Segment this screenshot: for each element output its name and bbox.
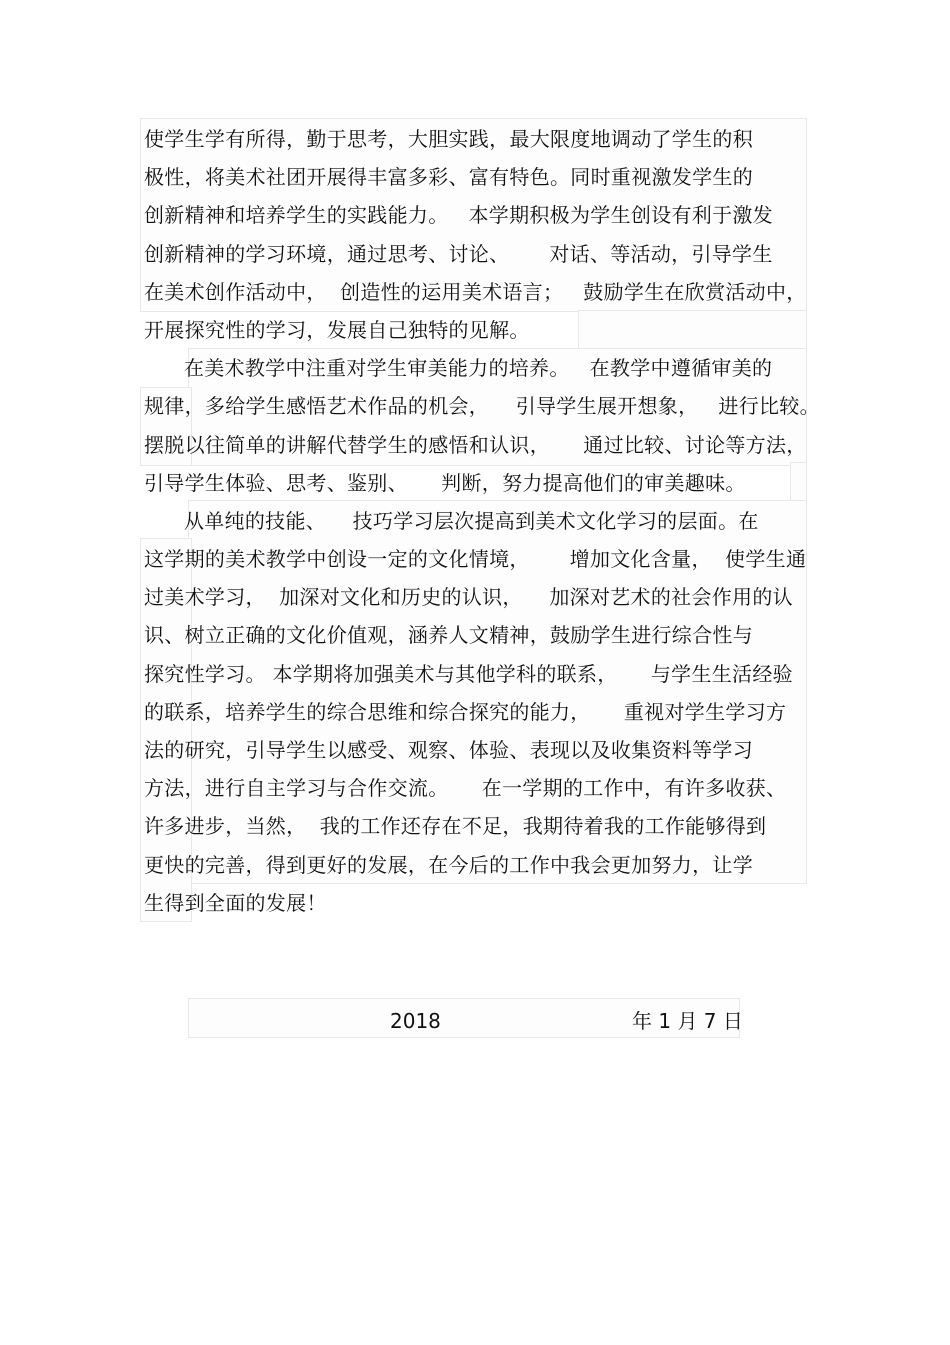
body-text	[144, 120, 820, 922]
signature-date	[190, 1003, 743, 1039]
date-month-day: 年 1 月 7 日	[632, 1009, 743, 1033]
text-line: 规律，多给学生感悟艺术作品的机会， 引导学生展开想象， 进行比较。	[144, 394, 820, 419]
text-line: 极性，将美术社团开展得丰富多彩、富有特色。同时重视激发学生的	[144, 165, 753, 190]
text-line: 创新精神和培养学生的实践能力。 本学期积极为学生创设有利于激发	[144, 203, 773, 228]
text-line: 这学期的美术教学中创设一定的文化情境， 增加文化含量， 使学生通	[144, 547, 807, 572]
text-line: 从单纯的技能、 技巧学习层次提高到美术文化学习的层面。在	[144, 508, 759, 533]
text-line: 探究性学习。 本学期将加强美术与其他学科的联系， 与学生生活经验	[144, 661, 793, 686]
text-line: 过美术学习， 加深对文化和历史的认识， 加深对艺术的社会作用的认	[144, 585, 793, 610]
text-line: 识、树立正确的文化价值观，涵养人文精神，鼓励学生进行综合性与	[144, 623, 753, 648]
text-line: 许多进步，当然， 我的工作还存在不足，我期待着我的工作能够得到	[144, 814, 767, 839]
text-line: 引导学生体验、思考、鉴别、 判断，努力提高他们的审美趣味。	[144, 470, 746, 495]
text-line: 使学生学有所得，勤于思考，大胆实践，最大限度地调动了学生的积	[144, 127, 753, 151]
text-line: 更快的完善，得到更好的发展，在今后的工作中我会更加努力，让学	[144, 852, 753, 877]
text-line: 在美术教学中注重对学生审美能力的培养。 在教学中遵循审美的	[144, 356, 773, 381]
text-line: 方法，进行自主学习与合作交流。 在一学期的工作中，有许多收获、	[144, 776, 787, 801]
text-line: 法的研究，引导学生以感受、观察、体验、表现以及收集资料等学习	[144, 738, 753, 762]
text-line: 创新精神的学习环境，通过思考、讨论、 对话、等活动，引导学生	[144, 241, 773, 266]
text-line: 摆脱以往简单的讲解代替学生的感悟和认识， 通过比较、讨论等方法，	[144, 432, 807, 457]
text-line: 在美术创作活动中， 创造性的运用美术语言； 鼓励学生在欣赏活动中，	[144, 279, 807, 304]
date-year: 2018	[390, 1009, 441, 1033]
text-line: 开展探究性的学习，发展自己独特的见解。	[144, 317, 530, 342]
text-line: 的联系，培养学生的综合思维和综合探究的能力， 重视对学生学习方	[144, 699, 787, 724]
text-line: 生得到全面的发展！	[144, 890, 327, 915]
